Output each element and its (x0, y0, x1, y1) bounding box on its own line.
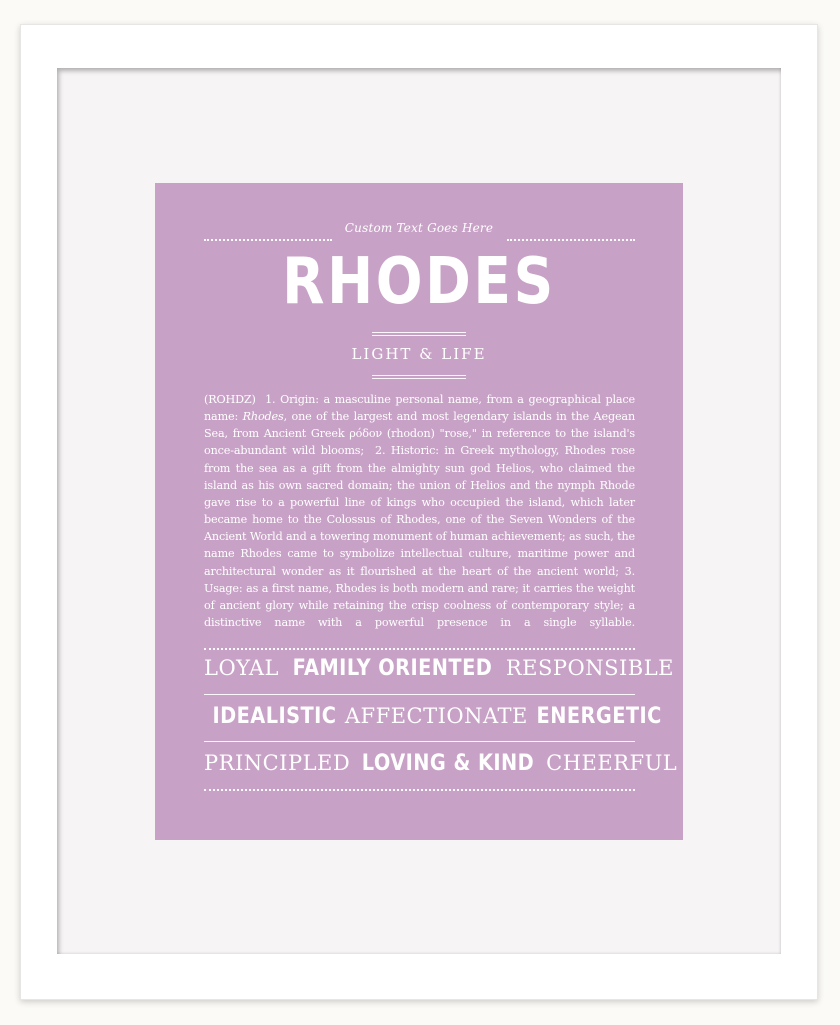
trait-bold: FAMILY ORIENTED (292, 656, 493, 681)
trait: CHEERFUL (546, 751, 678, 775)
picture-frame (20, 24, 818, 1000)
meaning-rule-top-2 (372, 335, 466, 336)
origin-name: Rhodes (242, 410, 284, 424)
trait-bold: LOVING & KIND (361, 751, 535, 776)
meaning-rule-top (372, 332, 466, 333)
trait: LOYAL (204, 656, 280, 680)
header-dotted-rule-right (507, 239, 635, 241)
trait-bold: ENERGETIC (536, 704, 662, 729)
custom-text: Custom Text Goes Here (344, 221, 494, 235)
traits-row-2 (204, 704, 662, 729)
name-title: RHODES (282, 245, 556, 319)
trait: AFFECTIONATE (344, 704, 528, 728)
meaning-rule-bottom-2 (372, 378, 466, 379)
origin-intro: 1. Origin: a masculine personal name, from a geographical place name: (204, 393, 636, 424)
traits-row-1 (204, 656, 675, 681)
name-print (155, 183, 683, 840)
pronunciation: (ROHDZ) (204, 393, 256, 406)
trait: RESPONSIBLE (505, 656, 675, 680)
name-meaning: LIGHT & LIFE (351, 345, 487, 363)
trait-bold: IDEALISTIC (212, 704, 337, 729)
historic-text: 2. Historic: in Greek mythology, Rhodes rose from the sea as a gift from the almighty sun god Helios, who claimed the island as his own sacred domain; the union of Helios and the nymph Rhode gave rise to a powerful line of kings who occupied the island, which later became home to the Colossus of Rhodes, one of the Seven Wonders of the Ancient World and a towering monument of human achievement; as such, the name Rhodes came to symbolize intellectual culture, maritime power and architectural wonder as it flourished at the heart of the ancient world; (204, 444, 635, 578)
trait: PRINCIPLED (204, 751, 351, 775)
traits-dotted-rule-bottom (204, 789, 635, 791)
meaning-rule-bottom (372, 375, 466, 376)
traits-dotted-rule-top (204, 648, 635, 650)
traits-row-3 (204, 751, 678, 776)
mat-board (57, 68, 781, 954)
name-definition (204, 391, 635, 631)
traits-divider-2 (204, 741, 635, 742)
origin-rest: , one of the largest and most legendary islands in the Aegean Sea, from Ancient Greek ρόδον (rhodon) "rose," in reference to the island's once-abundant wild blooms; (204, 410, 635, 458)
traits-divider-1 (204, 694, 635, 695)
header-dotted-rule-left (204, 239, 332, 241)
usage-text: 3. Usage: as a first name, Rhodes is both modern and rare; it carries the weight of ancient glory while retaining the crisp coolness of contemporary style; a distinctive name with a powerful presence in a single syllable. (204, 564, 636, 630)
